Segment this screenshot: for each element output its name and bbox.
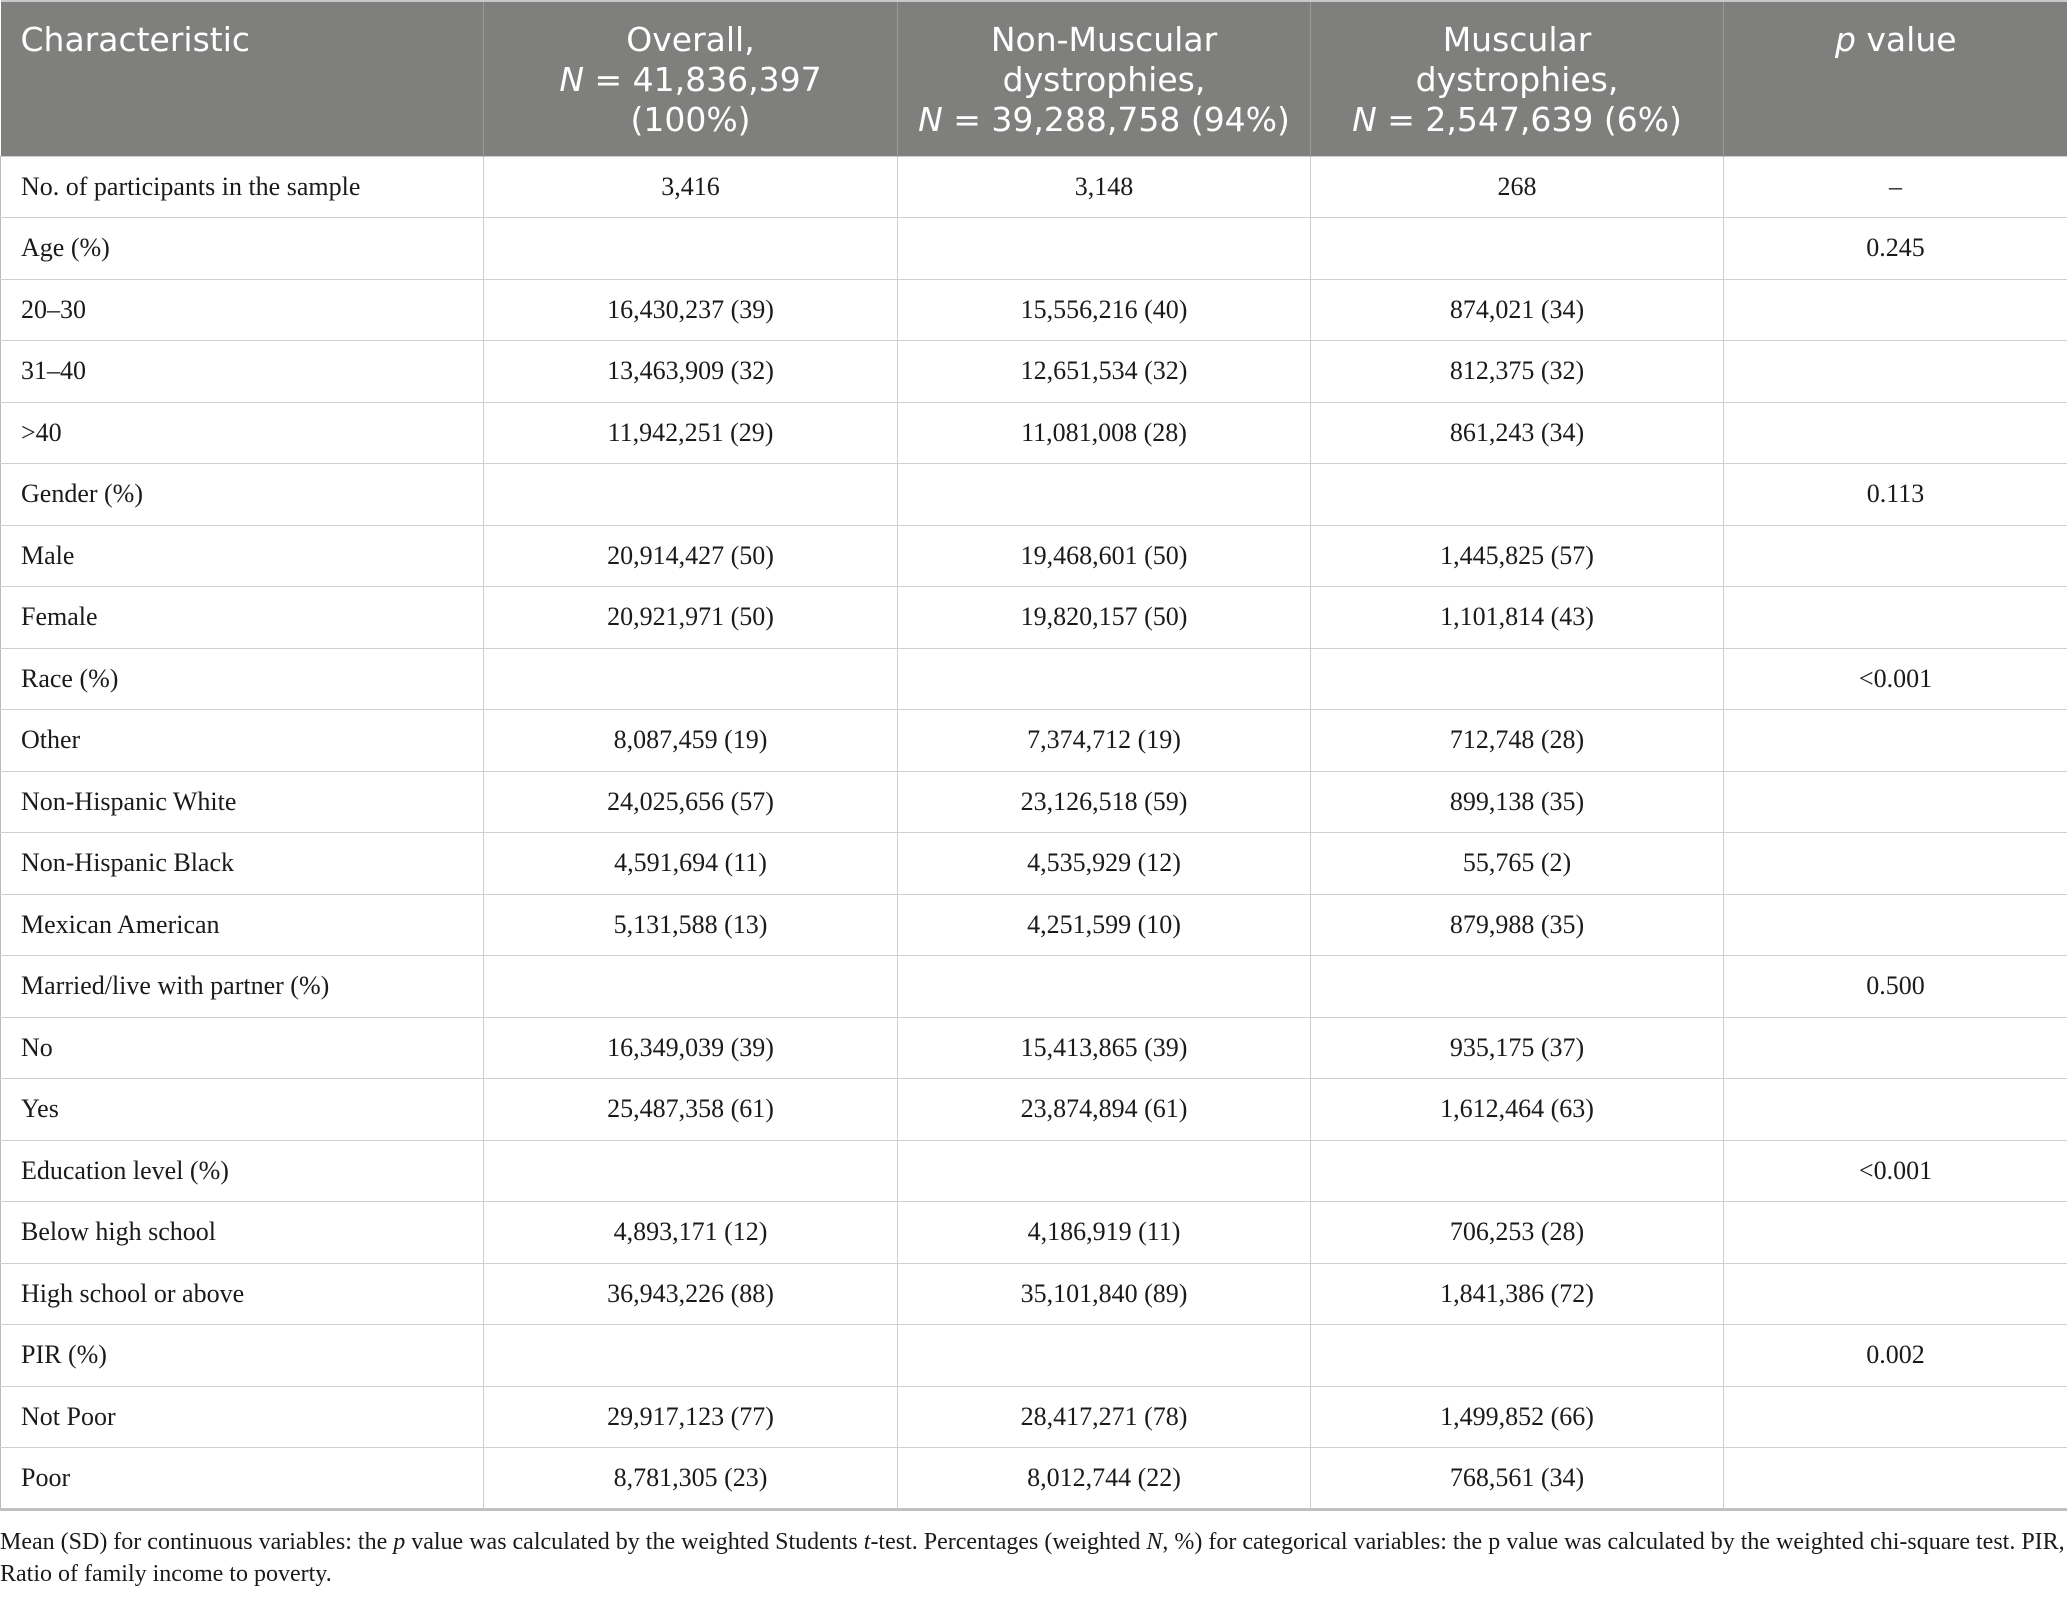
cell-overall: 24,025,656 (57) [484,771,898,833]
cell-overall: 11,942,251 (29) [484,402,898,464]
cell-muscular [1311,218,1724,280]
cell-non-muscular: 23,874,894 (61) [898,1079,1311,1141]
header-nonmusc-line2: dystrophies, [1002,60,1206,99]
cell-characteristic: Non-Hispanic White [1,771,484,833]
cell-characteristic: >40 [1,402,484,464]
cell-p-value: 0.113 [1724,464,2067,526]
cell-p-value [1724,341,2067,403]
cell-overall [484,648,898,710]
cell-p-value: 0.245 [1724,218,2067,280]
cell-muscular: 935,175 (37) [1311,1017,1724,1079]
footnote-text: -test. Percentages (weighted [870,1529,1147,1555]
cell-non-muscular: 19,468,601 (50) [898,525,1311,587]
cell-non-muscular: 15,556,216 (40) [898,279,1311,341]
cell-muscular: 1,101,814 (43) [1311,587,1724,649]
cell-muscular [1311,464,1724,526]
cell-overall: 25,487,358 (61) [484,1079,898,1141]
cell-characteristic: No [1,1017,484,1079]
cell-p-value [1724,525,2067,587]
footnote-text: , %) for categorical variables: the p value was calculated by the weighted chi-square test. PIR, Ratio of family income to poverty. [0,1529,2065,1587]
table-row [1,956,2067,1018]
cell-characteristic: Married/live with partner (%) [1,956,484,1018]
footnote-text: Mean (SD) for continuous variables: the [0,1529,394,1555]
cell-overall: 4,591,694 (11) [484,833,898,895]
cell-non-muscular: 7,374,712 (19) [898,710,1311,772]
table-row [1,894,2067,956]
cell-p-value [1724,771,2067,833]
table-row [1,1263,2067,1325]
table-row [1,1386,2067,1448]
header-characteristic [1,1,484,156]
table-row [1,1079,2067,1141]
cell-overall: 20,914,427 (50) [484,525,898,587]
cell-p-value [1724,587,2067,649]
cell-p-value: 0.002 [1724,1325,2067,1387]
table-row [1,525,2067,587]
table-header [1,1,2067,156]
table-row [1,279,2067,341]
cell-muscular: 268 [1311,156,1724,218]
cell-characteristic: Mexican American [1,894,484,956]
header-muscular [1311,1,1724,156]
header-overall-n-label: N [559,60,585,99]
cell-characteristic: Male [1,525,484,587]
cell-non-muscular: 23,126,518 (59) [898,771,1311,833]
cell-muscular [1311,1325,1724,1387]
table-row [1,771,2067,833]
header-nonmusc-line1: Non-Muscular [990,20,1218,59]
cell-characteristic: 20–30 [1,279,484,341]
cell-p-value [1724,1386,2067,1448]
cell-muscular: 812,375 (32) [1311,341,1724,403]
cell-non-muscular [898,218,1311,280]
cell-p-value [1724,1263,2067,1325]
cell-muscular [1311,648,1724,710]
table-body [1,156,2067,1509]
cell-characteristic: 31–40 [1,341,484,403]
cell-overall: 16,349,039 (39) [484,1017,898,1079]
header-musc-line1: Muscular [1442,20,1592,59]
cell-muscular: 768,561 (34) [1311,1448,1724,1510]
header-p: p [1834,20,1856,59]
table-footnote [0,1526,2067,1590]
cell-overall: 8,781,305 (23) [484,1448,898,1510]
cell-characteristic: Not Poor [1,1386,484,1448]
header-overall-n-value: = 41,836,397 [584,60,822,99]
table-row [1,833,2067,895]
cell-muscular: 1,445,825 (57) [1311,525,1724,587]
table-row [1,1448,2067,1510]
table-row [1,156,2067,218]
header-p-value [1724,1,2067,156]
cell-non-muscular: 8,012,744 (22) [898,1448,1311,1510]
cell-non-muscular: 15,413,865 (39) [898,1017,1311,1079]
cell-non-muscular: 3,148 [898,156,1311,218]
table-row [1,218,2067,280]
cell-p-value [1724,833,2067,895]
cell-p-value [1724,402,2067,464]
header-overall-line1: Overall, [626,20,755,59]
cell-muscular: 861,243 (34) [1311,402,1724,464]
header-musc-n-value: = 2,547,639 (6%) [1376,100,1682,139]
cell-overall [484,218,898,280]
cell-non-muscular: 4,251,599 (10) [898,894,1311,956]
cell-overall: 36,943,226 (88) [484,1263,898,1325]
cell-non-muscular [898,464,1311,526]
cell-p-value [1724,279,2067,341]
cell-characteristic: Race (%) [1,648,484,710]
cell-overall: 4,893,171 (12) [484,1202,898,1264]
table-row [1,587,2067,649]
cell-non-muscular: 19,820,157 (50) [898,587,1311,649]
header-overall-pct: (100%) [630,100,751,139]
cell-p-value [1724,894,2067,956]
footnote-t: t [863,1529,871,1555]
cell-muscular [1311,1140,1724,1202]
cell-overall: 20,921,971 (50) [484,587,898,649]
cell-p-value [1724,1079,2067,1141]
cell-overall: 5,131,588 (13) [484,894,898,956]
cell-overall: 3,416 [484,156,898,218]
cell-non-muscular: 11,081,008 (28) [898,402,1311,464]
cell-non-muscular: 35,101,840 (89) [898,1263,1311,1325]
cell-non-muscular [898,1325,1311,1387]
cell-overall [484,1325,898,1387]
cell-characteristic: Yes [1,1079,484,1141]
cell-muscular: 1,841,386 (72) [1311,1263,1724,1325]
cell-non-muscular: 4,186,919 (11) [898,1202,1311,1264]
cell-muscular [1311,956,1724,1018]
cell-p-value: – [1724,156,2067,218]
table-row [1,402,2067,464]
header-musc-n-label: N [1352,100,1377,139]
cell-muscular: 899,138 (35) [1311,771,1724,833]
cell-overall: 29,917,123 (77) [484,1386,898,1448]
cell-muscular: 874,021 (34) [1311,279,1724,341]
cell-non-muscular: 12,651,534 (32) [898,341,1311,403]
cell-characteristic: Education level (%) [1,1140,484,1202]
cell-characteristic: PIR (%) [1,1325,484,1387]
cell-characteristic: High school or above [1,1263,484,1325]
table-row [1,648,2067,710]
cell-p-value: <0.001 [1724,1140,2067,1202]
cell-p-value [1724,1017,2067,1079]
cell-muscular: 1,612,464 (63) [1311,1079,1724,1141]
cell-p-value: <0.001 [1724,648,2067,710]
cell-characteristic: Age (%) [1,218,484,280]
footnote-text: value was calculated by the weighted Students [405,1529,864,1555]
cell-non-muscular [898,956,1311,1018]
cell-overall: 13,463,909 (32) [484,341,898,403]
cell-muscular: 1,499,852 (66) [1311,1386,1724,1448]
cell-p-value [1724,710,2067,772]
cell-characteristic: Gender (%) [1,464,484,526]
cell-characteristic: Female [1,587,484,649]
header-overall [484,1,898,156]
cell-overall [484,956,898,1018]
header-non-muscular [898,1,1311,156]
table-row [1,341,2067,403]
cell-overall [484,1140,898,1202]
header-nonmusc-n-label: N [918,100,943,139]
cell-characteristic: No. of participants in the sample [1,156,484,218]
table-row [1,1140,2067,1202]
cell-characteristic: Below high school [1,1202,484,1264]
header-musc-line2: dystrophies, [1415,60,1619,99]
footnote-p: p [393,1529,406,1555]
cell-p-value [1724,1202,2067,1264]
table-row [1,1202,2067,1264]
cell-non-muscular: 28,417,271 (78) [898,1386,1311,1448]
table-row [1,1017,2067,1079]
cell-non-muscular: 4,535,929 (12) [898,833,1311,895]
cell-overall: 16,430,237 (39) [484,279,898,341]
table-row [1,464,2067,526]
cell-muscular: 706,253 (28) [1311,1202,1724,1264]
cell-muscular: 712,748 (28) [1311,710,1724,772]
cell-overall [484,464,898,526]
header-p-rest: value [1855,20,1957,59]
cell-p-value [1724,1448,2067,1510]
header-nonmusc-n-value: = 39,288,758 (94%) [942,100,1290,139]
cell-p-value: 0.500 [1724,956,2067,1018]
footnote-n: N [1146,1529,1163,1555]
cell-muscular: 879,988 (35) [1311,894,1724,956]
header-characteristic-label: Characteristic [20,20,251,59]
cell-characteristic: Poor [1,1448,484,1510]
table-row [1,710,2067,772]
table-row [1,1325,2067,1387]
cell-muscular: 55,765 (2) [1311,833,1724,895]
cell-non-muscular [898,1140,1311,1202]
cell-characteristic: Other [1,710,484,772]
cell-overall: 8,087,459 (19) [484,710,898,772]
cell-non-muscular [898,648,1311,710]
cell-characteristic: Non-Hispanic Black [1,833,484,895]
